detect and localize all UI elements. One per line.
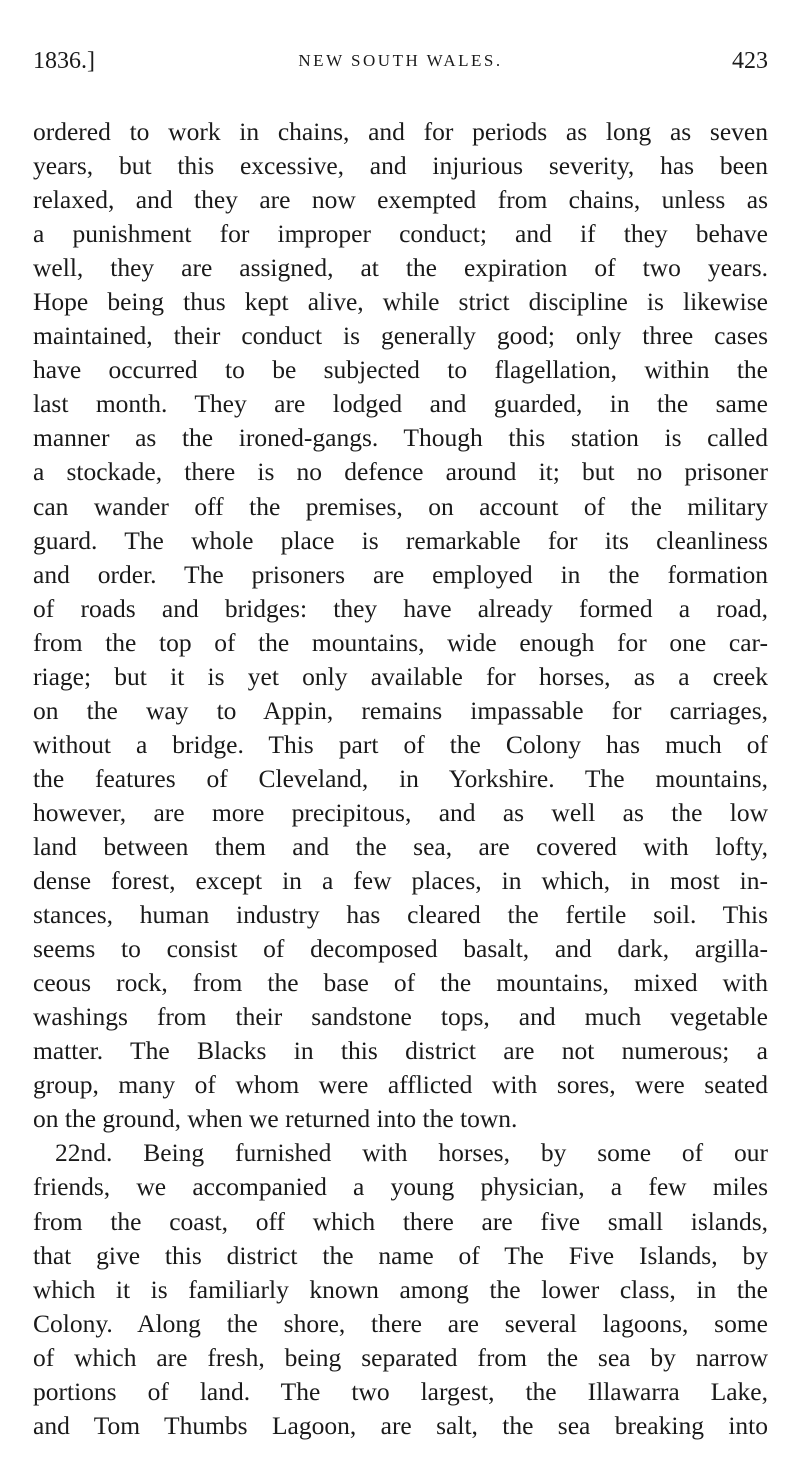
text-line: friends, we accompanied a young physician, a few miles bbox=[33, 1172, 768, 1202]
text-line: relaxed, and they are now exempted from chains, unless as bbox=[33, 185, 768, 215]
text-line: land between them and the sea, are covered with lofty, bbox=[33, 831, 768, 861]
text-line: group, many of whom were afflicted with sores, were seated bbox=[33, 1070, 768, 1100]
text-line: the features of Cleveland, in Yorkshire. The mountains, bbox=[33, 763, 768, 793]
text-line: can wander off the premises, on account of the military bbox=[33, 491, 768, 521]
header-title: NEW SOUTH WALES. bbox=[298, 51, 503, 70]
text-line: matter. The Blacks in this district are not numerous; a bbox=[33, 1036, 768, 1066]
page-body-text bbox=[33, 115, 768, 1443]
text-line: on the way to Appin, remains impassable for carriages, bbox=[33, 695, 768, 725]
text-line: a punishment for improper conduct; and if they behave bbox=[33, 219, 768, 249]
text-line: have occurred to be subjected to flagellation, within the bbox=[33, 355, 768, 385]
text-line: however, are more precipitous, and as well as the low bbox=[33, 797, 768, 827]
text-line: stances, human industry has cleared the fertile soil. This bbox=[33, 900, 768, 930]
text-line: without a bridge. This part of the Colony has much of bbox=[33, 729, 768, 759]
text-line: and order. The prisoners are employed in the formation bbox=[33, 559, 768, 589]
text-line: which it is familiarly known among the lower class, in the bbox=[33, 1274, 768, 1304]
text-line: of which are fresh, being separated from the sea by narrow bbox=[33, 1342, 768, 1372]
text-line: manner as the ironed-gangs. Though this station is called bbox=[33, 423, 768, 453]
text-line: that give this district the name of The Five Islands, by bbox=[33, 1240, 768, 1270]
text-line: a stockade, there is no defence around it; but no prisoner bbox=[33, 457, 768, 487]
text-line: Colony. Along the shore, there are several lagoons, some bbox=[33, 1308, 768, 1338]
text-line: ordered to work in chains, and for periods as long as seven bbox=[33, 117, 768, 146]
page-number: 423 bbox=[732, 48, 768, 74]
text-line: last month. They are lodged and guarded, in the same bbox=[33, 389, 768, 419]
text-line: guard. The whole place is remarkable for its cleanliness bbox=[33, 525, 768, 555]
text-line: 22nd. Being furnished with horses, by some of our bbox=[55, 1138, 768, 1168]
text-line: of roads and bridges: they have already formed a road, bbox=[33, 593, 768, 623]
text-line: and Tom Thumbs Lagoon, are salt, the sea breaking into bbox=[33, 1410, 768, 1440]
text-line: dense forest, except in a few places, in which, in most in- bbox=[33, 866, 768, 896]
text-line: Hope being thus kept alive, while strict discipline is likewise bbox=[33, 287, 768, 317]
text-line: from the coast, off which there are five small islands, bbox=[33, 1206, 768, 1236]
text-line: on the ground, when we returned into the town. bbox=[33, 1104, 518, 1134]
text-line: seems to consist of decomposed basalt, and dark, argilla- bbox=[33, 934, 768, 964]
text-line: from the top of the mountains, wide enough for one car- bbox=[33, 627, 768, 657]
header-year: 1836.] bbox=[33, 48, 95, 74]
text-line: ceous rock, from the base of the mountains, mixed with bbox=[33, 968, 768, 998]
text-line: well, they are assigned, at the expiration of two years. bbox=[33, 253, 768, 283]
text-line: portions of land. The two largest, the Illawarra Lake, bbox=[33, 1376, 768, 1406]
running-header bbox=[33, 48, 768, 82]
text-line: maintained, their conduct is generally good; only three cases bbox=[33, 321, 768, 351]
text-line: washings from their sandstone tops, and much vegetable bbox=[33, 1002, 768, 1032]
text-line: riage; but it is yet only available for horses, as a creek bbox=[33, 661, 768, 691]
text-line: years, but this excessive, and injurious severity, has been bbox=[33, 151, 768, 181]
